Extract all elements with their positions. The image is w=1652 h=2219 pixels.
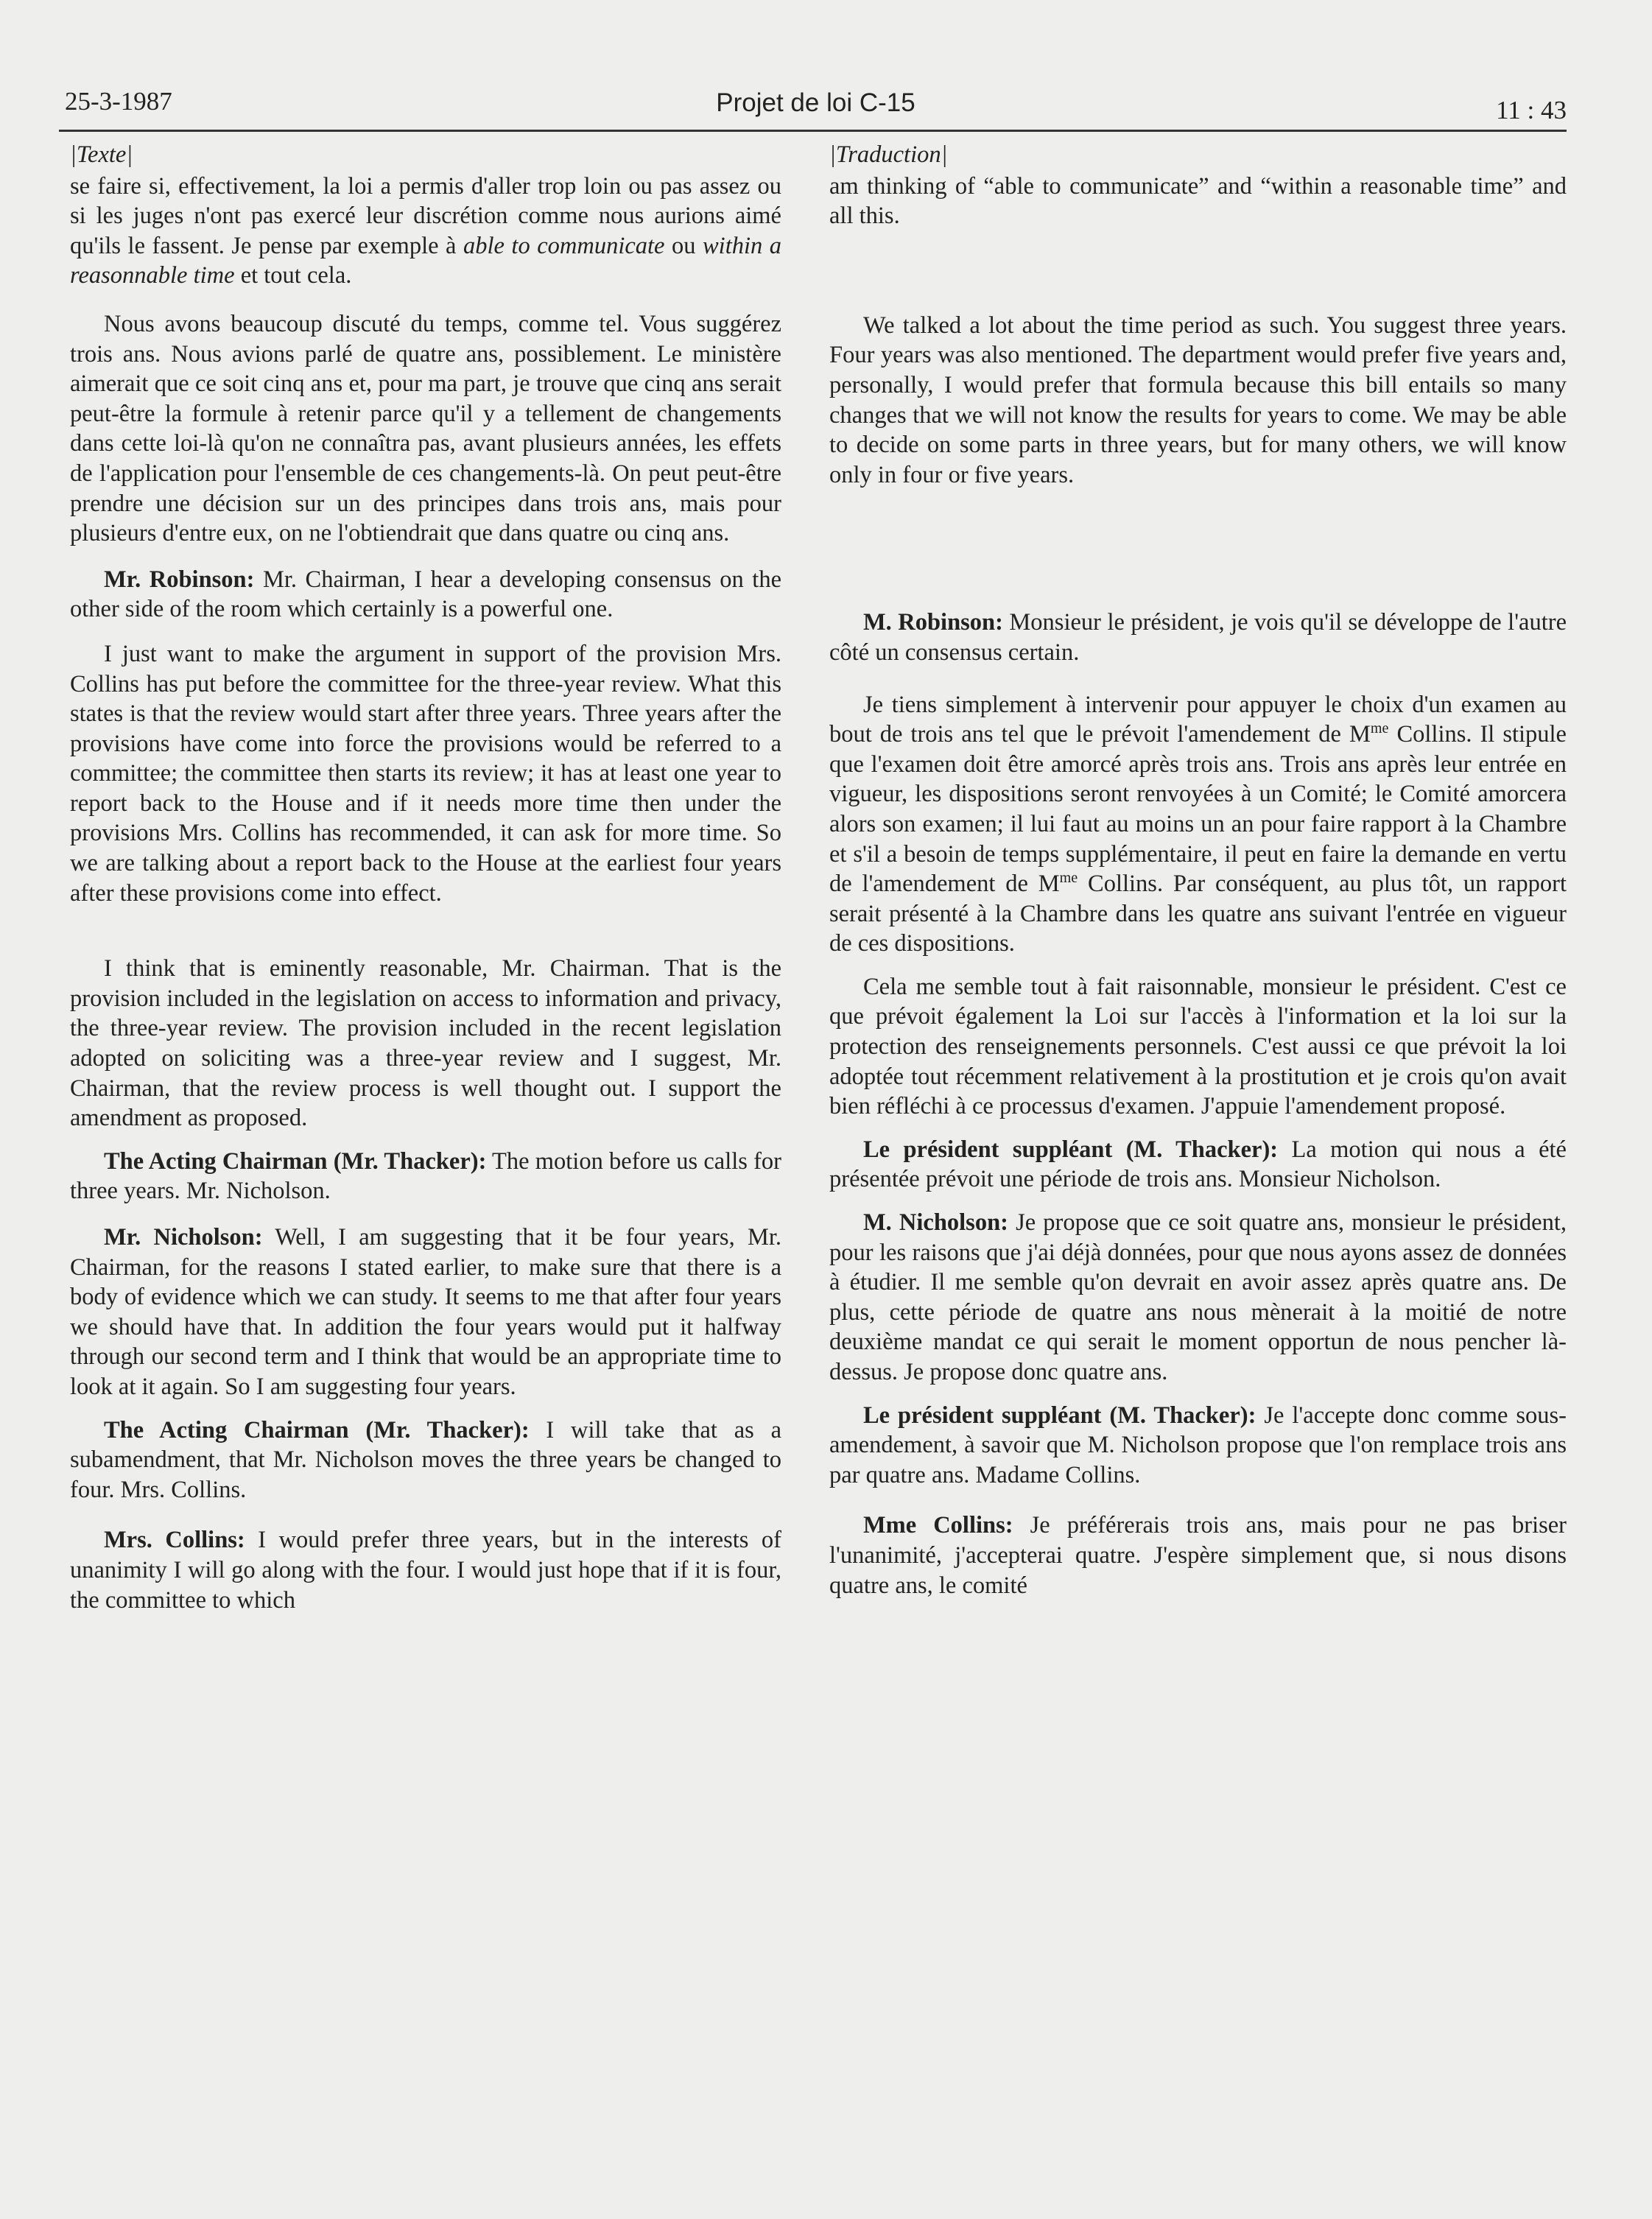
paragraph: Le président suppléant (M. Thacker): Je l'accepte donc comme sous-amendement, à savoir que M. Nicholson propose que l'on remplace trois ans par quatre ans. Madame Collins. xyxy=(829,1402,1567,1488)
paragraph: The Acting Chairman (Mr. Thacker): The motion before us calls for three years. Mr. Nicholson. xyxy=(70,1147,781,1205)
speaker-name: Le président suppléant (M. Thacker): xyxy=(863,1136,1279,1163)
header-title: Projet de loi C-15 xyxy=(716,88,915,117)
paragraph: M. Robinson: Monsieur le président, je vois qu'il se développe de l'autre côté un consensus certain. xyxy=(829,609,1567,666)
paragraph: We talked a lot about the time period as such. You suggest three years. Four years was also mentioned. The department would prefer five years and, personally, I would prefer that formula because this bill entails so many changes that we will not know the results for years to come. We may be able to decide on some parts in three years, but for many others, we will know only in four or five years. xyxy=(829,312,1567,488)
paragraph: Je tiens simplement à intervenir pour appuyer le choix d'un examen au bout de trois ans tel que le prévoit l'amendement de $M^{me}$ Collins. Il stipule que l'examen doit être amorcé après trois ans. Trois ans après leur entrée en vigueur, les dispositions seront renvoyées à un Comité; le Comité amorcera alors son examen; il lui faut au moins un an pour faire rapport à la Chambre et s'il a besoin de temps supplémentaire, il peut en faire la demande en vertu de l'amendement de $M^{me}$ Collins. Par conséquent, au plus tôt, un rapport serait présenté à la Chambre dans les quatre ans suivant l'entrée en vigueur de ces dispositions. xyxy=(829,691,1567,957)
paragraph: Nous avons beaucoup discuté du temps, comme tel. Vous suggérez trois ans. Nous avions parlé de quatre ans, possiblement. Le ministère aimerait que ce soit cinq ans et, pour ma part, je trouve que cinq ans serait peut-être la formule à retenir parce qu'il y a tellement de changements dans cette loi-là qu'on ne connaîtra pas, avant plusieurs années, les effets de l'application pour l'ensemble de ces changements-là. On peut peut-être prendre une décision sur un des principes dans trois ans, mais pour plusieurs d'entre eux, on ne l'obtiendrait que dans quatre ou cinq ans. xyxy=(70,310,781,547)
speaker-name: Mr. Nicholson: xyxy=(104,1224,263,1251)
speaker-name: Le président suppléant (M. Thacker): xyxy=(863,1402,1256,1429)
paragraph: I think that is eminently reasonable, Mr. Chairman. That is the provision included in the legislation on access to information and privacy, the three-year review. The provision included in the recent legislation adopted on soliciting was a three-year review and I suggest, Mr. Chairman, that the review process is well thought out. I support the amendment as proposed. xyxy=(70,955,781,1132)
header-page-number: 11 : 43 xyxy=(1496,96,1567,124)
column-label: |Texte| xyxy=(70,141,133,168)
paragraph: I just want to make the argument in support of the provision Mrs. Collins has put before the committee for the three-year review. What this states is that the review would start after three years. Three years after the provisions have come into force the provisions would be referred to a committee; the committee then starts its review; it has at least one year to report back to the House and if it needs more time then under the provisions Mrs. Collins has recommended, it can ask for more time. So we are talking about a report back to the House at the earliest four years after these provisions come into effect. xyxy=(70,640,781,907)
left-column xyxy=(70,140,781,1615)
speaker-name: Mr. Robinson: xyxy=(104,566,255,593)
paragraph: am thinking of “able to communicate” and “within a reasonable time” and all this. xyxy=(829,172,1567,230)
speaker-name: Mme Collins: xyxy=(863,1512,1013,1539)
paragraph: se faire si, effectivement, la loi a permis d'aller trop loin ou pas assez ou si les juges n'ont pas exercé leur discrétion comme nous aurions aimé qu'ils le fassent. Je pense par exemple à able to communicate ou within a reasonnable time et tout cela. xyxy=(70,172,781,289)
speaker-name: Mrs. Collins: xyxy=(104,1527,245,1554)
paragraph: Mr. Robinson: Mr. Chairman, I hear a developing consensus on the other side of the room which certainly is a powerful one. xyxy=(70,566,781,623)
paragraph: Cela me semble tout à fait raisonnable, monsieur le président. C'est ce que prévoit également la Loi sur l'accès à l'information et la loi sur la protection des renseignements personnels. C'est aussi ce que prévoit la loi adoptée tout récemment relativement à la prostitution et je crois qu'on avait bien réfléchi à ce processus d'examen. J'appuie l'amendement proposé. xyxy=(829,973,1567,1120)
speaker-name: The Acting Chairman (Mr. Thacker): xyxy=(104,1416,530,1443)
paragraph: Mrs. Collins: I would prefer three years, but in the interests of unanimity I will go along with the four. I would just hope that if it is four, the committee to which xyxy=(70,1527,782,1614)
speaker-name: M. Nicholson: xyxy=(863,1209,1008,1237)
paragraph: The Acting Chairman (Mr. Thacker): I will take that as a subamendment, that Mr. Nicholson moves the three years be changed to four. Mrs. Collins. xyxy=(70,1416,781,1503)
column-label: |Traduction| xyxy=(829,141,948,168)
paragraph: M. Nicholson: Je propose que ce soit quatre ans, monsieur le président, pour les raisons que j'ai déjà données, pour que nous ayons assez de données à étudier. Il me semble qu'on devrait en avoir assez après quatre ans. De plus, cette période de quatre ans nous mènerait à la moitié de notre deuxième mandat ce qui serait le moment opportun de nous pencher là-dessus. Je propose donc quatre ans. xyxy=(829,1209,1567,1385)
paragraph: Mme Collins: Je préférerais trois ans, mais pour ne pas briser l'unanimité, j'accepterai quatre. J'espère simplement que, si nous disons quatre ans, le comité xyxy=(829,1512,1567,1599)
paragraph: Mr. Nicholson: Well, I am suggesting that it be four years, Mr. Chairman, for the reasons I stated earlier, to make sure that there is a body of evidence which we can study. It seems to me that after four years we should have that. In addition the four years would put it halfway through our second term and I think that would be an appropriate time to look at it again. So I am suggesting four years. xyxy=(70,1224,781,1400)
paragraph: Le président suppléant (M. Thacker): La motion qui nous a été présentée prévoit une période de trois ans. Monsieur Nicholson. xyxy=(829,1136,1567,1193)
header-date: 25-3-1987 xyxy=(65,87,172,116)
speaker-name: The Acting Chairman (Mr. Thacker): xyxy=(104,1147,487,1175)
page-header xyxy=(65,87,1567,131)
speaker-name: M. Robinson: xyxy=(863,609,1003,636)
right-column xyxy=(829,140,1567,1600)
header-rule xyxy=(59,130,1567,132)
